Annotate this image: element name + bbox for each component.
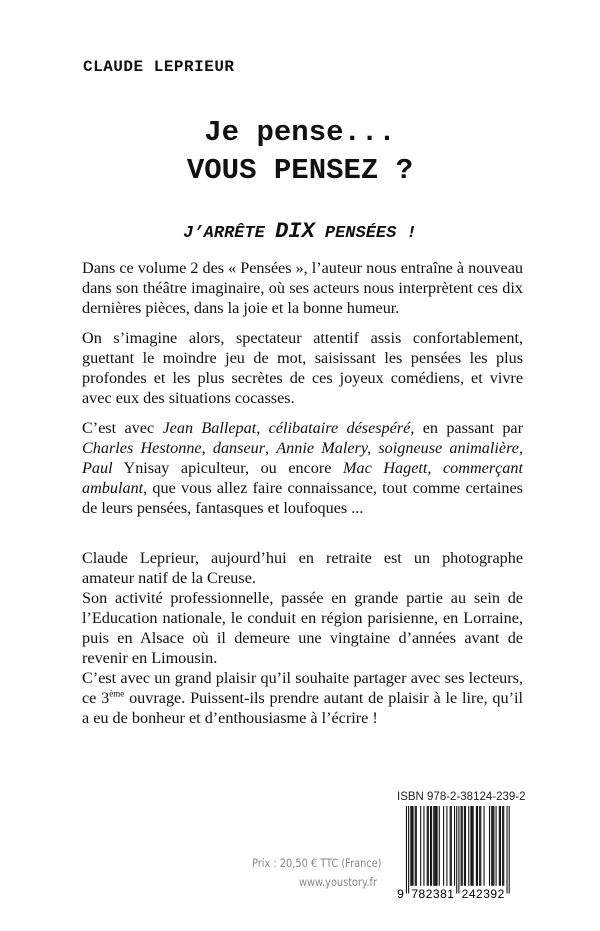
barcode-bar xyxy=(410,806,411,886)
barcode-digits-right: 242392 xyxy=(461,886,505,900)
subtitle-strong: DIX xyxy=(275,219,315,244)
barcode-bar xyxy=(471,806,472,886)
text-segment: Claude Leprieur, aujourd’hui en retraite est un photographe amateur natif de la Creuse. xyxy=(82,549,523,587)
text-segment: C’est avec xyxy=(82,419,163,437)
barcode-bar xyxy=(416,806,417,886)
isbn-text: ISBN 978-2-38124-239-2 xyxy=(397,791,526,803)
barcode-bar xyxy=(502,806,503,886)
barcode-bar xyxy=(473,806,474,886)
barcode-bar xyxy=(500,806,501,886)
title-line-1: Je pense... xyxy=(204,116,396,149)
barcode-bar xyxy=(406,806,407,893)
barcode-bar xyxy=(435,806,436,886)
barcode-bar xyxy=(506,806,507,893)
barcode-bar xyxy=(408,806,409,893)
italic-text: Annie Malery, soigneuse animalière xyxy=(276,439,519,457)
text-segment: Dans ce volume 2 des « Pensées », l’auteur nous entraîne à nouveau dans son théâtre imaginaire, où ses acteurs nous interprètent ces dix dernières pièces, dans la joie et la bonne humeur. xyxy=(82,259,523,317)
barcode-bar xyxy=(456,806,457,893)
text-segment: , xyxy=(265,439,277,457)
text-segment: C’est avec un grand plaisir qu’il souhaite partager avec ses lecteurs, ce 3 xyxy=(82,669,523,707)
text-segment: ème xyxy=(109,688,125,699)
italic-text: Jean Ballepat, célibataire désespéré xyxy=(162,419,411,437)
publisher-website: www.youstory.fr xyxy=(298,875,377,889)
subtitle-pre: J’ARRÊTE xyxy=(183,224,276,243)
barcode-bar xyxy=(443,806,444,886)
text-segment: , que vous allez faire connaissance, tout comme certaines de leurs pensées, fantasques et loufoques ... xyxy=(82,479,523,517)
book-title xyxy=(0,114,600,190)
barcode-bar xyxy=(509,806,510,893)
barcode-bar xyxy=(491,806,492,886)
book-subtitle xyxy=(0,219,600,244)
barcode-digits-left: 782381 xyxy=(411,886,454,900)
text-segment: On s’imagine alors, spectateur attentif assis confortablement, guettant le moindre jeu de mot, saisissant les pensées les plus profondes et les plus secrètes de ces joyeux comédiens, et vivre avec eux des situations cocasses. xyxy=(82,329,523,407)
barcode xyxy=(396,806,512,900)
barcode-bar xyxy=(423,806,424,886)
italic-text: Charles Hestonne, danseur xyxy=(82,439,266,457)
barcode-bar xyxy=(493,806,494,886)
barcode-bar xyxy=(415,806,416,886)
barcode-bar xyxy=(446,806,447,886)
barcode-bar xyxy=(412,806,413,886)
barcode-bar xyxy=(450,806,451,886)
barcode-bar xyxy=(489,806,490,886)
barcode-bar xyxy=(411,806,412,886)
barcode-bar xyxy=(434,806,435,886)
barcode-bar xyxy=(476,806,477,886)
text-segment: , xyxy=(518,439,524,457)
text-segment: Ynisay apiculteur, ou encore xyxy=(112,459,344,477)
barcode-bar xyxy=(439,806,440,886)
text-segment: Son activité professionnelle, passée en grande partie au sein de l’Education nationale, le conduit en région parisienne, en Lorraine, puis en Alsace où il demeure une vingtaine d’années avant de revenir en Limousin. xyxy=(82,589,523,667)
barcode-bar xyxy=(461,806,462,886)
barcode-bar xyxy=(468,806,469,886)
blurb-paragraph-3 xyxy=(82,418,523,518)
italic-text: Mac Hagett, commerçant ambulant xyxy=(82,459,523,497)
text-segment: , en passant par xyxy=(410,419,523,437)
barcode-bar xyxy=(462,806,463,886)
barcode-bar xyxy=(437,806,438,886)
barcode-bar xyxy=(428,806,429,886)
barcode-bar xyxy=(480,806,481,886)
author-name: CLAUDE LEPRIEUR xyxy=(83,58,235,76)
barcode-bar xyxy=(454,806,455,886)
barcode-bar xyxy=(451,806,452,886)
barcode-bar xyxy=(496,806,497,886)
barcode-bar xyxy=(420,806,421,886)
barcode-bar xyxy=(479,806,480,886)
barcode-bar xyxy=(503,806,504,886)
text-segment: ouvrage. Puissent-ils prendre autant de plaisir à le lire, qu’il a eu de bonheur et d’enthousiasme à l’écrire ! xyxy=(82,689,523,727)
barcode-digit-first: 9 xyxy=(397,886,404,900)
barcode-bar xyxy=(484,806,485,886)
barcode-bar xyxy=(499,806,500,886)
barcode-bar xyxy=(470,806,471,886)
price-text: Prix : 20,50 € TTC (France) xyxy=(252,856,382,870)
barcode-bar xyxy=(477,806,478,886)
barcode-bar xyxy=(464,806,465,886)
barcode-bar xyxy=(430,806,431,886)
barcode-bar xyxy=(458,806,459,893)
barcode-bar xyxy=(431,806,432,886)
blurb-paragraph-1 xyxy=(82,258,523,318)
barcode-bar xyxy=(492,806,493,886)
subtitle-post: PENSÉES ! xyxy=(314,224,417,243)
back-cover-text xyxy=(82,258,523,728)
blurb-paragraph-2 xyxy=(82,328,523,408)
barcode-bars xyxy=(396,806,512,900)
barcode-bar xyxy=(427,806,428,886)
author-bio xyxy=(82,548,523,728)
italic-text: Paul xyxy=(82,459,113,477)
barcode-bar xyxy=(465,806,466,886)
barcode-bar xyxy=(433,806,434,886)
title-line-2: VOUS PENSEZ ? xyxy=(186,154,414,187)
